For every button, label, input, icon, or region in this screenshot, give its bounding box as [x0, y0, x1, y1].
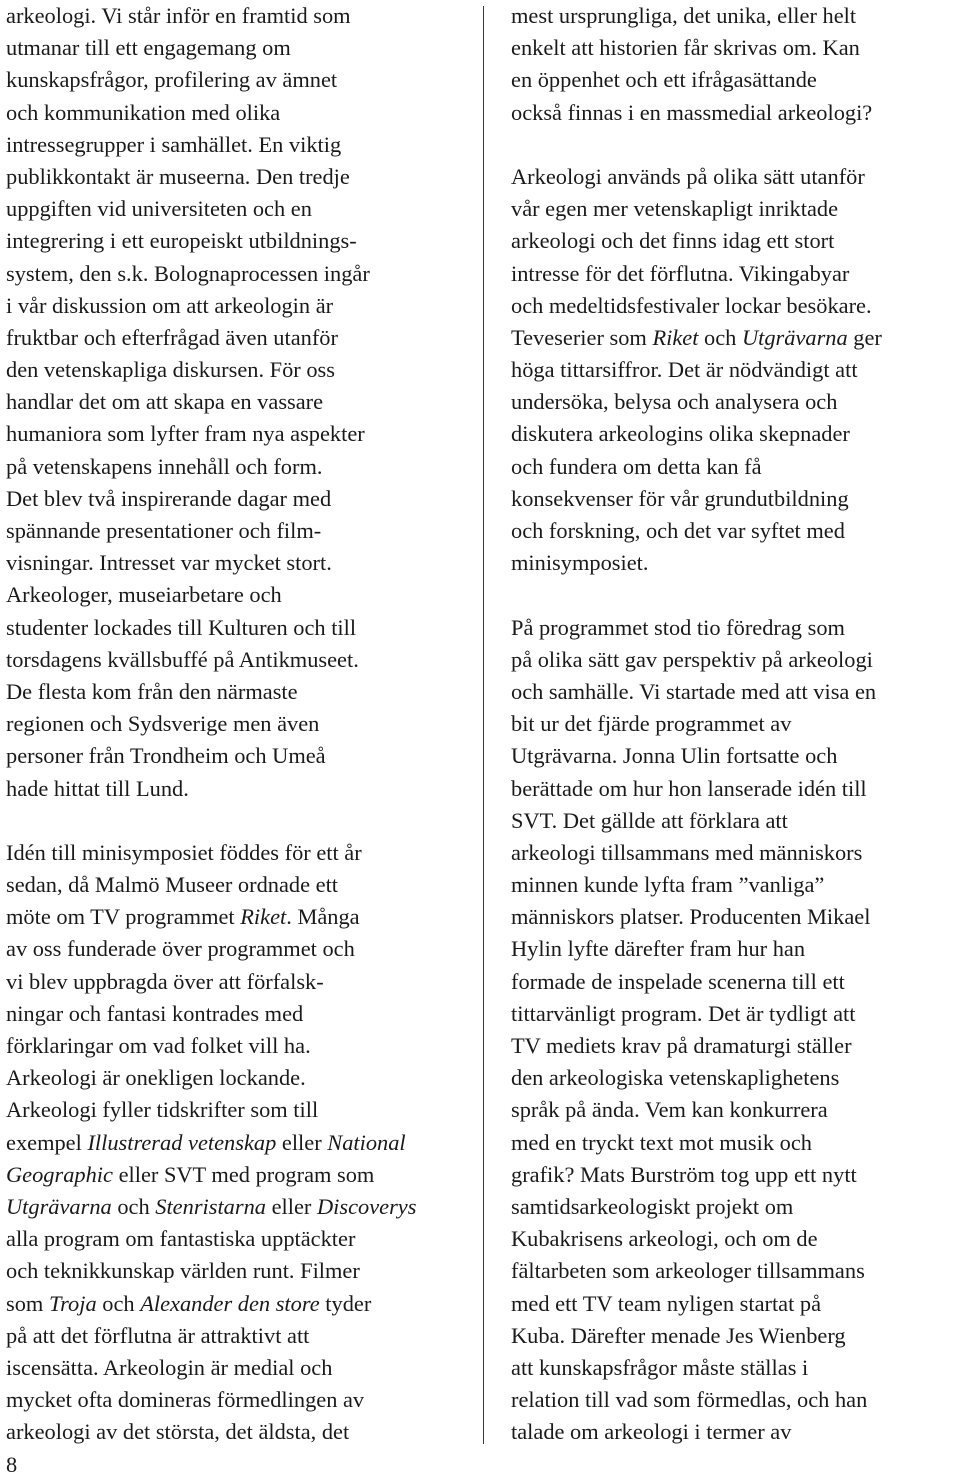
- text-line: [6, 1255, 458, 1287]
- text-line: [6, 258, 458, 290]
- text-line: [6, 1320, 458, 1352]
- body-text: eller: [265, 1193, 317, 1219]
- text-line: [511, 418, 960, 450]
- italic-title-text: Utgrävarna: [6, 1193, 112, 1219]
- right-text-column: [511, 0, 960, 1448]
- text-line: [511, 805, 960, 837]
- body-text: den arkeologiska vetenskaplighetens: [511, 1065, 840, 1091]
- body-text: minisymposiet.: [511, 550, 649, 576]
- text-line: [6, 740, 458, 772]
- text-line: [511, 1255, 960, 1287]
- text-line: [6, 1094, 458, 1126]
- body-text: och kommunikation med olika: [6, 99, 281, 125]
- body-text: Kuba. Därefter menade Jes Wienberg: [511, 1322, 846, 1348]
- body-text: på vetenskapens innehåll och form.: [6, 453, 323, 479]
- text-line: [511, 837, 960, 869]
- text-line: [511, 1416, 960, 1448]
- body-text: Teveserier som: [511, 324, 653, 350]
- body-text: enkelt att historien får skrivas om. Kan: [511, 35, 860, 61]
- text-line: [511, 547, 960, 579]
- text-line: [511, 708, 960, 740]
- body-text: och samhälle. Vi startade med att visa en: [511, 678, 877, 704]
- body-text: personer från Trondheim och Umeå: [6, 743, 326, 769]
- body-text: sedan, då Malmö Museer ordnade ett: [6, 872, 339, 898]
- body-text: humaniora som lyfter fram nya aspekter: [6, 421, 365, 447]
- italic-title-text: Stenristarna: [155, 1193, 266, 1219]
- text-line: [511, 612, 960, 644]
- body-text: och: [698, 324, 742, 350]
- text-line: [6, 579, 458, 611]
- body-text: tittarvänligt program. Det är tydligt att: [511, 1000, 856, 1026]
- body-text: och teknikkunskap världen runt. Filmer: [6, 1258, 360, 1284]
- body-text: formade de inspelade scenerna till ett: [511, 968, 845, 994]
- body-text: utmanar till ett engagemang om: [6, 35, 291, 61]
- text-line: [6, 1191, 458, 1223]
- left-text-column: [6, 0, 458, 1448]
- text-line: [511, 258, 960, 290]
- text-line: [6, 290, 458, 322]
- text-line: [6, 32, 458, 64]
- body-text: intresse för det förflutna. Vikingabyar: [511, 260, 850, 286]
- text-line: [511, 290, 960, 322]
- text-line: [511, 32, 960, 64]
- body-text: ger: [847, 324, 882, 350]
- body-text: eller: [276, 1129, 328, 1155]
- body-text: regionen och Sydsverige men även: [6, 711, 320, 737]
- paragraph-gap: [6, 805, 458, 837]
- body-text: Det blev två inspirerande dagar med: [6, 485, 332, 511]
- italic-title-text: National: [327, 1129, 406, 1155]
- text-line: [511, 515, 960, 547]
- text-line: [6, 515, 458, 547]
- text-line: [511, 1094, 960, 1126]
- text-line: [6, 483, 458, 515]
- body-text: att kunskapsfrågor måste ställas i: [511, 1354, 809, 1380]
- text-line: [6, 901, 458, 933]
- text-line: [511, 676, 960, 708]
- body-text: eller SVT med program som: [112, 1161, 375, 1187]
- text-line: [511, 773, 960, 805]
- text-line: [6, 1127, 458, 1159]
- text-line: [6, 64, 458, 96]
- italic-title-text: Riket: [652, 324, 699, 350]
- body-text: iscensätta. Arkeologin är medial och: [6, 1354, 333, 1380]
- body-text: mycket ofta domineras förmedlingen av: [6, 1387, 365, 1413]
- body-text: exempel: [6, 1129, 88, 1155]
- italic-title-text: Utgrävarna: [741, 324, 848, 350]
- body-text: också finnas i en massmedial arkeologi?: [511, 99, 873, 125]
- text-line: [6, 612, 458, 644]
- text-line: [511, 354, 960, 386]
- text-line: [511, 933, 960, 965]
- body-text: arkeologi och det finns idag ett stort: [511, 228, 835, 254]
- body-text: Arkeologer, museiarbetare och: [6, 582, 282, 608]
- body-text: integrering i ett europeiskt utbildnings-: [6, 228, 357, 254]
- body-text: vår egen mer vetenskapligt inriktade: [511, 196, 839, 222]
- paragraph-gap: [511, 129, 960, 161]
- body-text: fruktbar och efterfrågad även utanför: [6, 324, 338, 350]
- body-text: Hylin lyfte därefter fram hur han: [511, 936, 806, 962]
- body-text: Utgrävarna. Jonna Ulin fortsatte och: [511, 743, 838, 769]
- page-number: 8: [6, 1452, 18, 1477]
- text-line: [6, 966, 458, 998]
- text-line: [511, 1288, 960, 1320]
- body-text: undersöka, belysa och analysera och: [511, 389, 838, 415]
- text-line: [511, 998, 960, 1030]
- body-text: på att det förflutna är attraktivt att: [6, 1322, 310, 1348]
- body-text: studenter lockades till Kulturen och till: [6, 614, 357, 640]
- body-text: alla program om fantastiska upptäckter: [6, 1226, 356, 1252]
- italic-title-text: Riket: [240, 904, 287, 930]
- text-line: [6, 998, 458, 1030]
- italic-title-text: Troja: [48, 1290, 97, 1316]
- body-text: hade hittat till Lund.: [6, 775, 189, 801]
- text-line: [6, 451, 458, 483]
- column-divider: [483, 6, 484, 1444]
- body-text: och forskning, och det var syftet med: [511, 518, 845, 543]
- body-text: kunskapsfrågor, profilering av ämnet: [6, 67, 338, 93]
- text-line: [511, 869, 960, 901]
- text-line: [6, 354, 458, 386]
- body-text: berättade om hur hon lanserade idén till: [511, 775, 867, 801]
- body-text: Arkeologi fyller tidskrifter som till: [6, 1097, 319, 1123]
- text-line: [6, 193, 458, 225]
- text-line: [6, 869, 458, 901]
- body-text: med ett TV team nyligen startat på: [511, 1290, 822, 1316]
- text-line: [511, 483, 960, 515]
- body-text: uppgiften vid universiteten och en: [6, 196, 312, 222]
- body-text: vi blev uppbragda över att förfalsk-: [6, 968, 324, 994]
- body-text: På programmet stod tio föredrag som: [511, 614, 845, 640]
- text-line: [511, 740, 960, 772]
- body-text: visningar. Intresset var mycket stort.: [6, 550, 332, 576]
- text-line: [6, 1062, 458, 1094]
- body-text: på olika sätt gav perspektiv på arkeologi: [511, 646, 873, 672]
- body-text: och: [96, 1290, 141, 1316]
- text-line: [6, 837, 458, 869]
- body-text: relation till vad som förmedlas, och han: [511, 1387, 868, 1413]
- text-line: [6, 773, 458, 805]
- body-text: en öppenhet och ett ifrågasättande: [511, 67, 817, 93]
- text-line: [6, 676, 458, 708]
- text-line: [6, 1030, 458, 1062]
- text-line: [511, 1127, 960, 1159]
- body-text: och medeltidsfestivaler lockar besökare.: [511, 292, 872, 318]
- text-line: [6, 1159, 458, 1191]
- body-text: talade om arkeologi i termer av: [511, 1419, 792, 1445]
- body-text: tyder: [319, 1290, 372, 1316]
- body-text: höga tittarsiffror. Det är nödvändigt att: [511, 357, 858, 383]
- body-text: TV mediets krav på dramaturgi ställer: [511, 1033, 852, 1058]
- body-text: av oss funderade över programmet och: [6, 936, 355, 962]
- text-line: [511, 64, 960, 96]
- text-line: [6, 1352, 458, 1384]
- body-text: SVT. Det gällde att förklara att: [511, 807, 788, 833]
- body-text: och: [111, 1193, 156, 1219]
- text-line: [6, 129, 458, 161]
- italic-title-text: Geographic: [6, 1161, 113, 1187]
- text-line: [6, 1384, 458, 1416]
- body-text: förklaringar om vad folket vill ha.: [6, 1033, 311, 1058]
- body-text: De flesta kom från den närmaste: [6, 678, 298, 704]
- text-line: [511, 1223, 960, 1255]
- body-text: . Många: [286, 904, 360, 930]
- body-text: minnen kunde lyfta fram ”vanliga”: [511, 872, 825, 898]
- text-line: [511, 193, 960, 225]
- body-text: Arkeologi är onekligen lockande.: [6, 1065, 306, 1091]
- body-text: ningar och fantasi kontrades med: [6, 1000, 304, 1026]
- body-text: i vår diskussion om att arkeologin är: [6, 292, 334, 318]
- text-line: [6, 547, 458, 579]
- text-line: [511, 901, 960, 933]
- body-text: arkeologi tillsammans med människors: [511, 839, 863, 865]
- text-line: [511, 0, 960, 32]
- italic-title-text: Illustrerad vetenskap: [87, 1129, 277, 1155]
- body-text: grafik? Mats Burström tog upp ett nytt: [511, 1161, 857, 1187]
- body-text: arkeologi av det största, det äldsta, det: [6, 1419, 350, 1445]
- body-text: konsekvenser för vår grundutbildning: [511, 485, 849, 511]
- body-text: och fundera om detta kan få: [511, 453, 762, 479]
- text-line: [6, 386, 458, 418]
- body-text: publikkontakt är museerna. Den tredje: [6, 163, 350, 189]
- body-text: arkeologi. Vi står inför en framtid som: [6, 3, 351, 28]
- text-line: [511, 644, 960, 676]
- body-text: möte om TV programmet: [6, 904, 241, 930]
- text-line: [6, 1223, 458, 1255]
- body-text: torsdagens kvällsbuffé på Antikmuseet.: [6, 646, 359, 672]
- text-line: [511, 1384, 960, 1416]
- text-line: [6, 97, 458, 129]
- text-line: [511, 225, 960, 257]
- text-line: [511, 451, 960, 483]
- text-line: [6, 708, 458, 740]
- body-text: som: [6, 1290, 49, 1316]
- italic-title-text: Alexander den store: [140, 1290, 320, 1316]
- text-line: [511, 161, 960, 193]
- text-line: [6, 933, 458, 965]
- body-text: Idén till minisymposiet föddes för ett år: [6, 839, 362, 865]
- text-line: [511, 1320, 960, 1352]
- text-line: [511, 966, 960, 998]
- body-text: språk på ända. Vem kan konkurrera: [511, 1097, 828, 1123]
- text-line: [6, 225, 458, 257]
- body-text: system, den s.k. Bolognaprocessen ingår: [6, 260, 370, 286]
- text-line: [6, 418, 458, 450]
- body-text: människors platser. Producenten Mikael: [511, 904, 871, 930]
- body-text: Arkeologi används på olika sätt utanför: [511, 163, 865, 189]
- text-line: [6, 644, 458, 676]
- body-text: bit ur det fjärde programmet av: [511, 711, 792, 737]
- text-line: [511, 1191, 960, 1223]
- body-text: spännande presentationer och film-: [6, 518, 322, 543]
- body-text: med en tryckt text mot musik och: [511, 1129, 812, 1155]
- text-line: [511, 1062, 960, 1094]
- body-text: fältarbeten som arkeologer tillsammans: [511, 1258, 865, 1284]
- text-line: [511, 1159, 960, 1191]
- text-line: [511, 1030, 960, 1062]
- body-text: den vetenskapliga diskursen. För oss: [6, 357, 335, 383]
- body-text: handlar det om att skapa en vassare: [6, 389, 324, 415]
- text-line: [6, 1416, 458, 1448]
- italic-title-text: Discoverys: [316, 1193, 417, 1219]
- body-text: samtidsarkeologiskt projekt om: [511, 1193, 794, 1219]
- body-text: intressegrupper i samhället. En viktig: [6, 131, 342, 157]
- paragraph-gap: [511, 579, 960, 611]
- body-text: mest ursprungliga, det unika, eller helt: [511, 3, 857, 28]
- text-line: [511, 322, 960, 354]
- text-line: [511, 386, 960, 418]
- text-line: [6, 161, 458, 193]
- text-line: [511, 97, 960, 129]
- text-line: [6, 322, 458, 354]
- text-line: [6, 1288, 458, 1320]
- body-text: Kubakrisens arkeologi, och om de: [511, 1226, 818, 1252]
- text-line: [511, 1352, 960, 1384]
- body-text: diskutera arkeologins olika skepnader: [511, 421, 850, 447]
- text-line: [6, 0, 458, 32]
